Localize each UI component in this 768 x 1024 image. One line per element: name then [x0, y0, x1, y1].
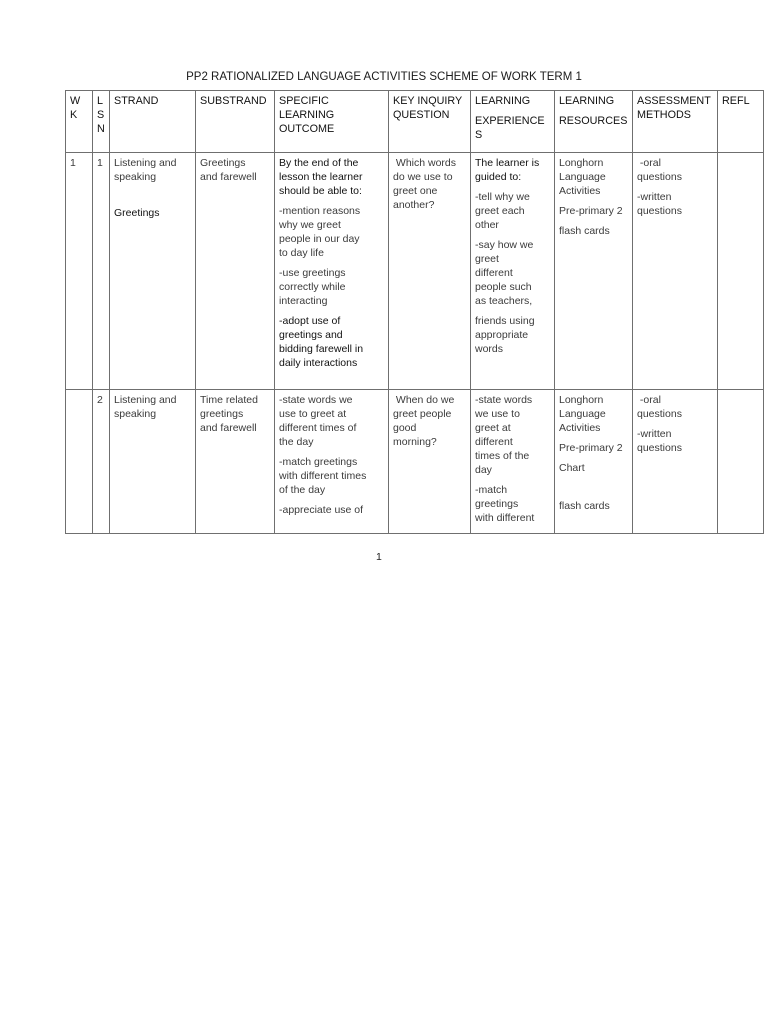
cell-key-inquiry-question: When do we greet people good morning? [389, 390, 471, 534]
cell-learning-resources: Longhorn Language Activities Pre-primary 2 flash cards [555, 153, 633, 390]
cell-lesson: 2 [93, 390, 110, 534]
cell-learning-outcome: -state words we use to greet at different times of the day -match greetings with different times of the day -appreciate use of [275, 390, 389, 534]
header-specific-learning-outcome: SPECIFIC LEARNING OUTCOME [275, 91, 389, 153]
table-row [66, 390, 764, 534]
header-reflection: REFL [718, 91, 764, 153]
page-number: 1 [376, 551, 382, 563]
header-key-inquiry-question: KEY INQUIRY QUESTION [389, 91, 471, 153]
cell-substrand: Greetings and farewell [196, 153, 275, 390]
table-row [66, 153, 764, 390]
cell-learning-experiences: The learner is guided to: -tell why we greet each other -say how we greet different people such as teachers, friends using appropriate words [471, 153, 555, 390]
cell-strand: Listening and speaking Greetings [110, 153, 196, 390]
cell-reflection [718, 390, 764, 534]
cell-week: 1 [66, 153, 93, 390]
cell-learning-experiences: -state words we use to greet at different times of the day -match greetings with different [471, 390, 555, 534]
cell-week [66, 390, 93, 534]
cell-learning-resources: Longhorn Language Activities Pre-primary 2 Chart flash cards [555, 390, 633, 534]
header-assessment-methods: ASSESSMENT METHODS [633, 91, 718, 153]
document-title: PP2 RATIONALIZED LANGUAGE ACTIVITIES SCHEME OF WORK TERM 1 [186, 71, 582, 83]
header-learning-resources: LEARNING RESOURCES [555, 91, 633, 153]
cell-strand: Listening and speaking [110, 390, 196, 534]
header-learning-experiences: LEARNING EXPERIENCE S [471, 91, 555, 153]
cell-reflection [718, 153, 764, 390]
header-substrand: SUBSTRAND [196, 91, 275, 153]
cell-assessment-methods: -oral questions -written questions [633, 390, 718, 534]
header-week: W K [66, 91, 93, 153]
header-lesson: L S N [93, 91, 110, 153]
table-header-row [66, 91, 764, 153]
scheme-of-work-table [65, 90, 764, 534]
cell-learning-outcome: By the end of the lesson the learner should be able to: -mention reasons why we greet people in our day to day life -use greetings correctly while interacting -adopt use of greetings and bidding farewell in daily interactions [275, 153, 389, 390]
cell-assessment-methods: -oral questions -written questions [633, 153, 718, 390]
cell-substrand: Time related greetings and farewell [196, 390, 275, 534]
cell-lesson: 1 [93, 153, 110, 390]
header-strand: STRAND [110, 91, 196, 153]
cell-key-inquiry-question: Which words do we use to greet one another? [389, 153, 471, 390]
